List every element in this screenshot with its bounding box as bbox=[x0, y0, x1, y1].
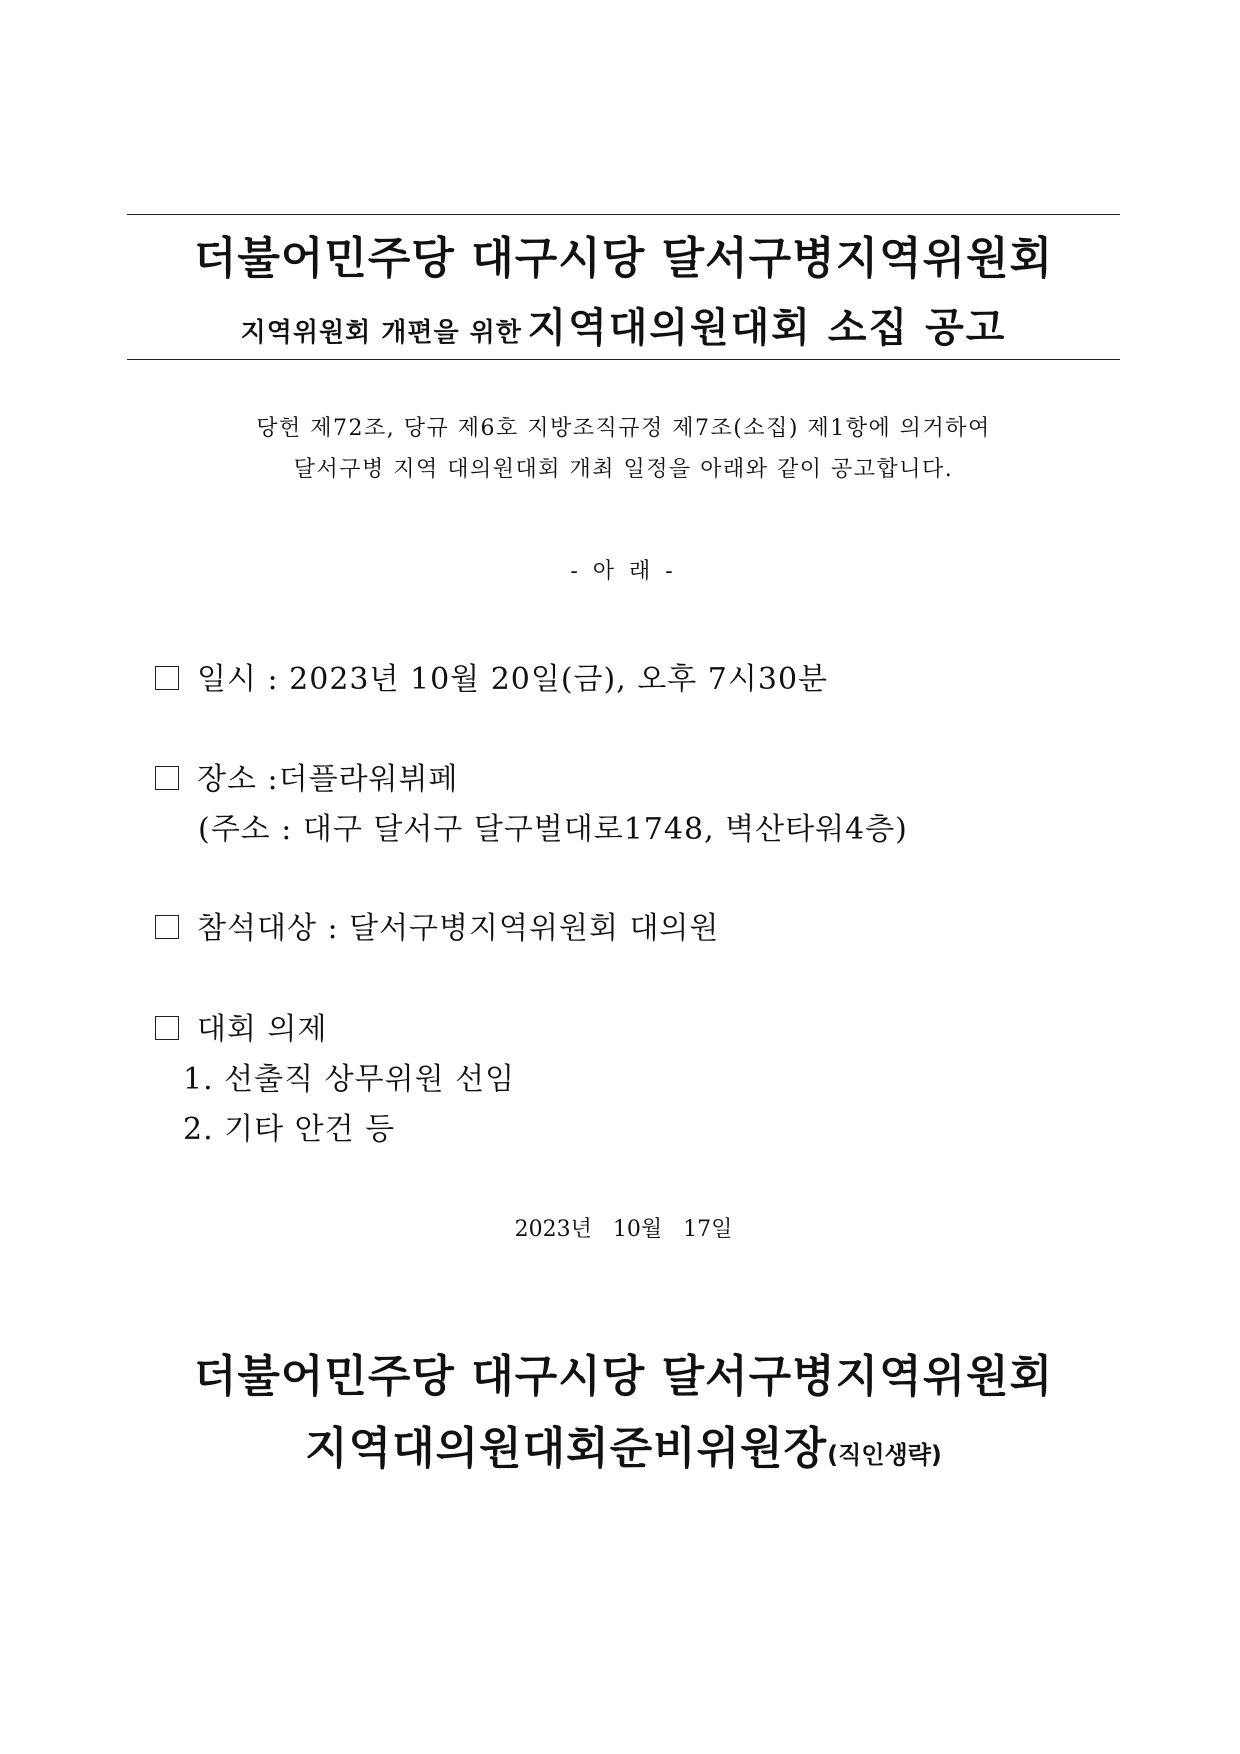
checkbox-icon bbox=[155, 915, 179, 939]
attendees-item bbox=[155, 903, 719, 947]
signature-organization: 더불어민주당 대구시당 달서구병지역위원회 bbox=[193, 1351, 1054, 1402]
notice-title-prefix: 지역위원회 개편을 위한 bbox=[240, 318, 522, 348]
venue-address: (주소 : 대구 달서구 달구벌대로1748, 벽산타워4층) bbox=[198, 812, 908, 847]
schedule-text: 일시 : 2023년 10월 20일(금), 오후 7시30분 bbox=[197, 662, 829, 697]
agenda-entry-1: 1. 선출직 상무위원 선임 bbox=[183, 1062, 516, 1097]
schedule-item bbox=[155, 654, 828, 698]
intro-paragraph bbox=[127, 408, 1120, 490]
notice-title bbox=[127, 296, 1120, 353]
checkbox-icon bbox=[155, 766, 179, 790]
notice-date: 2023년 10월 17일 bbox=[514, 1217, 733, 1242]
agenda-entry-2: 2. 기타 안건 등 bbox=[183, 1112, 396, 1147]
seal-omitted-note: (직인생략) bbox=[827, 1441, 942, 1469]
checkbox-icon bbox=[155, 666, 179, 690]
top-divider bbox=[127, 214, 1120, 215]
venue-text: 장소 :더플라워뷔페 bbox=[197, 762, 459, 797]
agenda-title: 대회 의제 bbox=[197, 1012, 328, 1047]
intro-line-1: 당헌 제72조, 당규 제6호 지방조직규정 제7조(소집) 제1항에 의거하여 bbox=[256, 416, 991, 441]
bottom-divider bbox=[127, 359, 1120, 360]
signature-chair-title: 지역대의원대회준비위원장 bbox=[305, 1423, 828, 1474]
notice-title-main: 지역대의원대회 소집 공고 bbox=[527, 305, 1007, 351]
venue-item bbox=[155, 754, 458, 798]
signature-chair bbox=[127, 1412, 1120, 1476]
section-marker: - 아 래 - bbox=[570, 559, 677, 584]
intro-line-2: 달서구병 지역 대의원대회 개최 일정을 아래와 같이 공고합니다. bbox=[293, 457, 954, 482]
checkbox-icon bbox=[155, 1016, 179, 1040]
agenda-item bbox=[155, 1004, 327, 1048]
organization-title: 더불어민주당 대구시당 달서구병지역위원회 bbox=[193, 233, 1054, 284]
attendees-text: 참석대상 : 달서구병지역위원회 대의원 bbox=[197, 911, 720, 946]
